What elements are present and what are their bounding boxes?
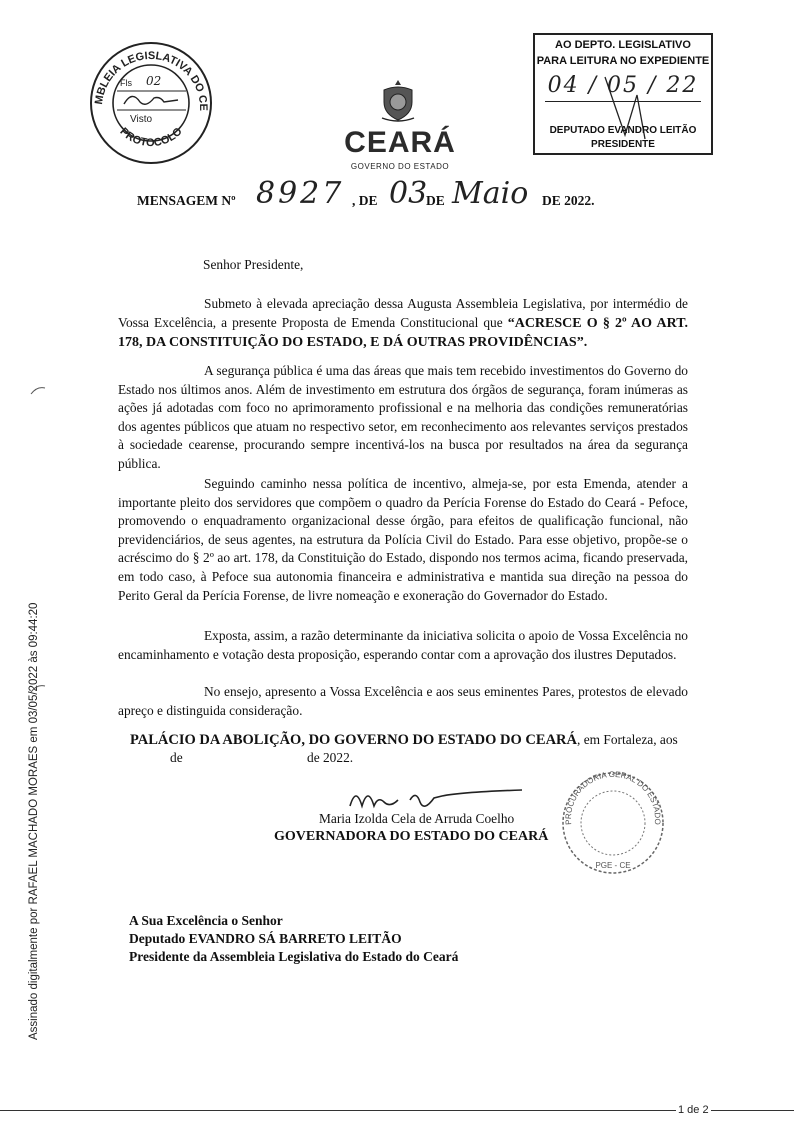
reading-stamp-line2: PARA LEITURA NO EXPEDIENTE xyxy=(536,55,710,67)
paragraph-3: Seguindo caminho nessa política de incentivo, almeja-se, por esta Emenda, atender a importante pleito dos servidores que compõem o quadro da Perícia Forense do Estado do Ceará - Pefoce, promovendo o enquadramento organizacional desse órgão, para efeitos de qualificação funcional, não previdenciários, de seus agentes, na estrutura da Polícia Civil do Estado. Para esse objetivo, propõe-se o acréscimo do § 2º ao art. 178, da Constituição do Estado, dispondo nos termos acima, ficando preservada, em todo caso, à Pefoce sua autonomia financeira e administrativa e mantida sua direção na pessoa do Perito Geral da Perícia Forense, de livre nomeação e exoneração do Governador do Estado. xyxy=(118,476,688,603)
addressee-line1: A Sua Excelência o Senhor xyxy=(129,913,283,928)
palace-line xyxy=(130,732,690,749)
governor-title: GOVERNADORA DO ESTADO DO CEARÁ xyxy=(274,829,549,844)
salutation: Senhor Presidente, xyxy=(203,257,304,272)
page-number: 1 de 2 xyxy=(678,1104,709,1116)
addressee-line2: Deputado EVANDRO SÁ BARRETO LEITÃO xyxy=(129,931,402,946)
pge-seal xyxy=(558,768,668,878)
protocol-ring-text: MBLEIA LEGISLATIVA DO CE xyxy=(92,49,210,112)
state-subtitle: GOVERNO DO ESTADO xyxy=(350,162,450,171)
protocol-stamp-ring-icon xyxy=(86,38,216,168)
closing-date-year: de 2022. xyxy=(307,750,354,765)
message-label: MENSAGEM Nº xyxy=(137,193,236,208)
palace-name: PALÁCIO DA ABOLIÇÃO, DO GOVERNO DO ESTADO DO CEARÁ xyxy=(130,732,577,748)
paragraph-4: Exposta, assim, a razão determinante da iniciativa solicita o apoio de Vossa Excelência no encaminhamento e votação desta proposição, esperando contar com a aprovação dos ilustres Deputados. xyxy=(118,628,688,662)
reading-stamp-date: 04 / 05 / 22 xyxy=(547,73,699,98)
visto-label: Visto xyxy=(130,114,153,125)
fls-label: Fls xyxy=(120,78,132,88)
closing-date-de: de xyxy=(170,750,183,765)
paragraph-1-bold: “ACRESCE O § 2º AO ART. 178, DA CONSTITUIÇÃO DO ESTADO, E DÁ OUTRAS PROVIDÊNCIAS”. xyxy=(118,315,688,351)
svg-text:PROTOCOLO xyxy=(117,125,185,149)
paragraph-5: No ensejo, apresento a Vossa Excelência e aos seus eminentes Pares, protestos de elevado apreço e distinguida consideração. xyxy=(118,684,688,718)
pge-seal-ring-icon xyxy=(558,768,668,878)
protocol-stamp xyxy=(86,38,216,168)
message-year: DE 2022. xyxy=(542,193,595,208)
addressee-line3: Presidente da Assembleia Legislativa do Estado do Ceará xyxy=(129,949,459,964)
message-month: Maio xyxy=(452,176,529,211)
margin-mark-icon xyxy=(30,385,46,395)
digital-signature-note: Assinado digitalmente por RAFAEL MACHADO MORAES em 03/05/2022 às 09:44:20 xyxy=(28,602,40,1040)
fls-value: 02 xyxy=(146,74,162,88)
message-day: 03 xyxy=(389,176,428,211)
protocol-bottom-text: PROTOCOLO xyxy=(117,125,185,150)
reading-stamp xyxy=(533,33,713,155)
paragraph-1 xyxy=(118,295,688,353)
message-number: 8927 xyxy=(256,176,345,211)
margin-mark-icon xyxy=(30,683,46,693)
message-de1: , DE xyxy=(352,193,378,208)
paragraph-1-text: Submeto à elevada apreciação dessa Augusta Assembleia Legislativa, por intermédio de Vossa Excelência, a presente Proposta de Emenda Constitucional que xyxy=(118,296,688,330)
svg-text:PROCURADORIA GERAL DO ESTADO xyxy=(564,770,662,825)
reading-stamp-line1: AO DEPTO. LEGISLATIVO xyxy=(555,39,691,51)
pge-seal-ring-text: PROCURADORIA GERAL DO ESTADO xyxy=(563,769,663,826)
paragraph-2: A segurança pública é uma das áreas que mais tem recebido investimentos do Governo do Estado nos últimos anos. Além de investimento em estrutura dos órgãos de segurança, foram inúmeras as ações já adotadas com foco no aprimoramento profissional e na melhoria das condições remuneratórias dos agentes públicos que atuam no respectivo setor, em reconhecimento aos relevantes serviços prestados à sociedade cearense, procurando sempre incentivá-los na busca por resultados na área da segurança pública. xyxy=(118,363,688,471)
coat-of-arms-icon xyxy=(378,78,418,122)
visto-signature-icon xyxy=(124,96,178,104)
state-name: CEARÁ xyxy=(344,126,456,159)
reading-stamp-line4: PRESIDENTE xyxy=(591,139,655,150)
palace-rest: , em Fortaleza, aos xyxy=(577,732,678,747)
footer-rule xyxy=(0,1110,794,1111)
state-logo xyxy=(330,78,470,170)
governor-name: Maria Izolda Cela de Arruda Coelho xyxy=(319,811,515,826)
reading-stamp-line3: DEPUTADO EVANDRO LEITÃO xyxy=(549,125,697,136)
message-de2: DE xyxy=(426,193,445,208)
pge-seal-inner-text: PGE - CE xyxy=(595,861,631,870)
